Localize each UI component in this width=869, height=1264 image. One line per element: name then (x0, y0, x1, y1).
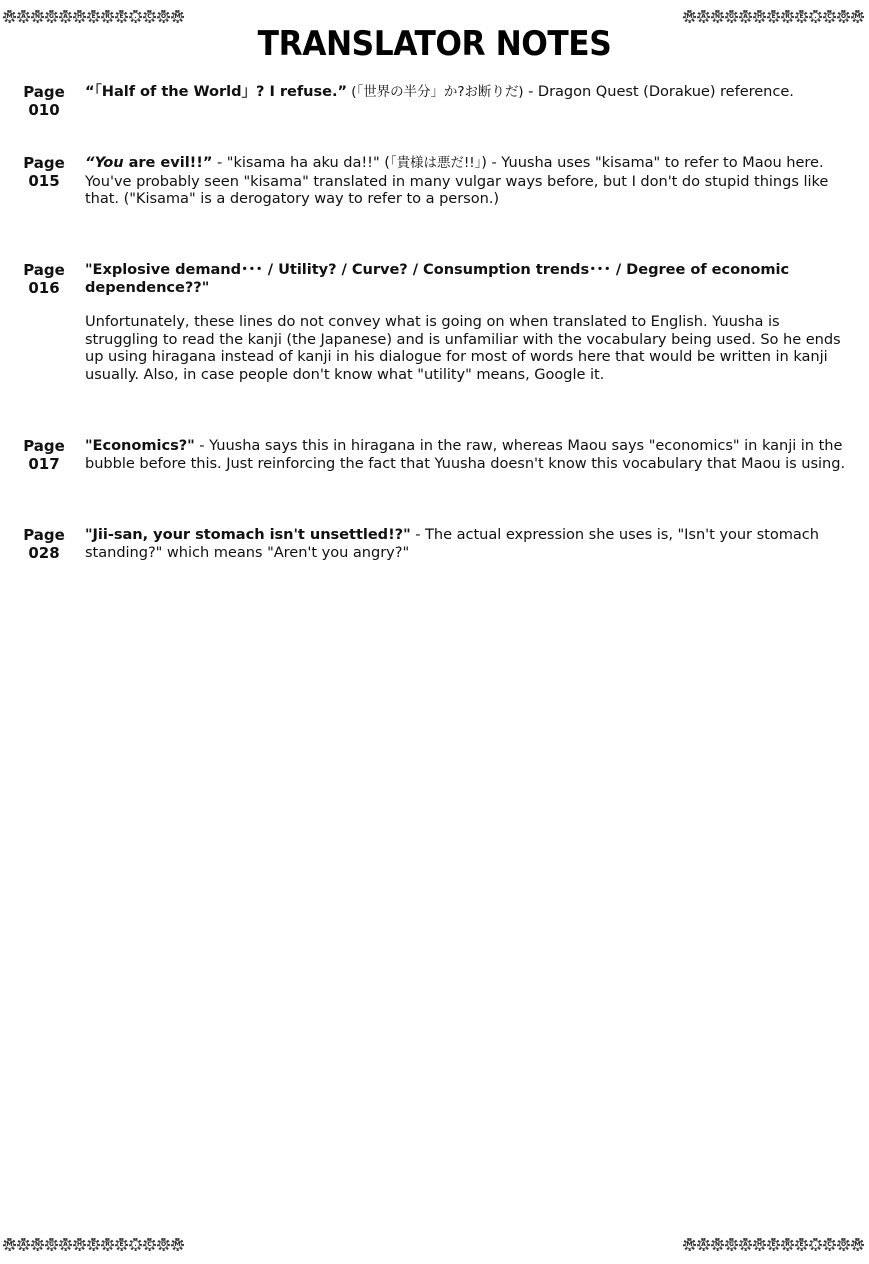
note-japanese: 「貴様は悪だ!!」 (389, 155, 482, 171)
watermark-letter: C (823, 1238, 836, 1251)
watermark-letter: A (739, 1238, 752, 1251)
watermark-letter: G (45, 10, 58, 23)
page-number: 028 (28, 544, 60, 562)
watermark-letter: C (823, 10, 836, 23)
page-label (22, 437, 66, 473)
watermark-letter: R (781, 10, 794, 23)
watermark-letter: H (753, 10, 766, 23)
watermark-letter: M (3, 10, 16, 23)
note-body (85, 526, 855, 561)
note-body (85, 261, 855, 384)
watermark-top-right (683, 10, 864, 23)
page-label (22, 154, 66, 190)
page-number: 017 (28, 455, 60, 473)
watermark-letter: M (3, 1238, 16, 1251)
page-label (22, 83, 66, 119)
watermark-bottom-right (683, 1238, 864, 1251)
watermark-letter: O (837, 10, 850, 23)
watermark-letter: E (795, 10, 808, 23)
watermark-letter: M (683, 10, 696, 23)
watermark-top-left (3, 10, 184, 23)
watermark-letter: R (101, 1238, 114, 1251)
watermark-letter: . (809, 10, 822, 23)
watermark-letter: M (851, 10, 864, 23)
watermark-letter: A (697, 10, 710, 23)
page-word: Page (23, 154, 65, 172)
page-word: Page (23, 526, 65, 544)
watermark-letter: O (157, 10, 170, 23)
watermark-letter: . (129, 1238, 142, 1251)
watermark-letter: R (781, 1238, 794, 1251)
watermark-letter: H (753, 1238, 766, 1251)
watermark-letter: N (31, 1238, 44, 1251)
note-quote: "Jii-san, your stomach isn't unsettled!?" (85, 526, 411, 543)
watermark-letter: N (31, 10, 44, 23)
note-japanese: (「世界の半分」か?お断りだ) (347, 84, 524, 100)
watermark-letter: E (115, 10, 128, 23)
watermark-letter: . (129, 10, 142, 23)
watermark-letter: M (683, 1238, 696, 1251)
watermark-letter: O (837, 1238, 850, 1251)
watermark-letter: E (87, 1238, 100, 1251)
watermark-bottom-left (3, 1238, 184, 1251)
watermark-letter: A (697, 1238, 710, 1251)
page-word: Page (23, 261, 65, 279)
page-word: Page (23, 83, 65, 101)
watermark-letter: M (171, 1238, 184, 1251)
note-text-a: - "kisama ha aku da!!" ( (212, 154, 390, 171)
watermark-letter: E (767, 1238, 780, 1251)
note-body (85, 154, 855, 208)
watermark-letter: E (87, 10, 100, 23)
note-quote: are evil!!” (123, 154, 213, 171)
note-text: - Yuusha says this in hiragana in the raw, whereas Maou says "economics" in kanji in the bubble before this. Just reinforcing the fact that Yuusha doesn't know this vocabulary that Maou is using. (85, 437, 846, 472)
page-label (22, 261, 66, 297)
watermark-letter: H (73, 1238, 86, 1251)
note-text: - The actual expression she uses is, "Isn't your stomach standing?" which means "Aren't you angry?" (85, 526, 819, 561)
note-quote: "Explosive demand･･･ / Utility? / Curve? / Consumption trends･･･ / Degree of economic dependence??" (85, 261, 790, 296)
watermark-letter: N (711, 1238, 724, 1251)
note-text: - Dragon Quest (Dorakue) reference. (523, 83, 794, 100)
watermark-letter: A (17, 1238, 30, 1251)
watermark-letter: C (143, 10, 156, 23)
note-text-b: ) - Yuusha uses "kisama" to refer to Maou here. You've probably seen "kisama" translated in many vulgar ways before, but I don't do stupid things like that. ("Kisama" is a derogatory way to refer to a person.) (85, 154, 829, 208)
watermark-letter: E (767, 10, 780, 23)
watermark-letter: E (795, 1238, 808, 1251)
watermark-letter: A (739, 10, 752, 23)
note-paragraph: Unfortunately, these lines do not convey what is going on when translated to English. Yuusha is struggling to read the kanji (the Japanese) and is unfamiliar with the vocabulary being used. So he ends up using hiragana instead of kanji in his dialogue for most of words here that would be written in kanji usually. Also, in case people don't know what "utility" means, Google it. (85, 313, 841, 383)
watermark-letter: M (171, 10, 184, 23)
watermark-letter: A (59, 1238, 72, 1251)
watermark-letter: A (59, 10, 72, 23)
watermark-letter: G (725, 10, 738, 23)
page-label (22, 526, 66, 562)
watermark-letter: O (157, 1238, 170, 1251)
watermark-letter: A (17, 10, 30, 23)
watermark-letter: C (143, 1238, 156, 1251)
watermark-letter: E (115, 1238, 128, 1251)
watermark-letter: H (73, 10, 86, 23)
note-quote-italic: “You (85, 154, 124, 171)
note-body (85, 437, 855, 472)
watermark-letter: N (711, 10, 724, 23)
note-quote: “「Half of the World」? I refuse.” (85, 83, 348, 100)
page-number: 015 (28, 172, 60, 190)
watermark-letter: G (45, 1238, 58, 1251)
page-number: 010 (28, 101, 60, 119)
watermark-letter: R (101, 10, 114, 23)
note-body (85, 83, 855, 102)
note-quote: "Economics?" (85, 437, 195, 454)
page-number: 016 (28, 279, 60, 297)
page-title: TRANSLATOR NOTES (257, 24, 612, 64)
watermark-letter: G (725, 1238, 738, 1251)
watermark-letter: M (851, 1238, 864, 1251)
watermark-letter: . (809, 1238, 822, 1251)
page-word: Page (23, 437, 65, 455)
